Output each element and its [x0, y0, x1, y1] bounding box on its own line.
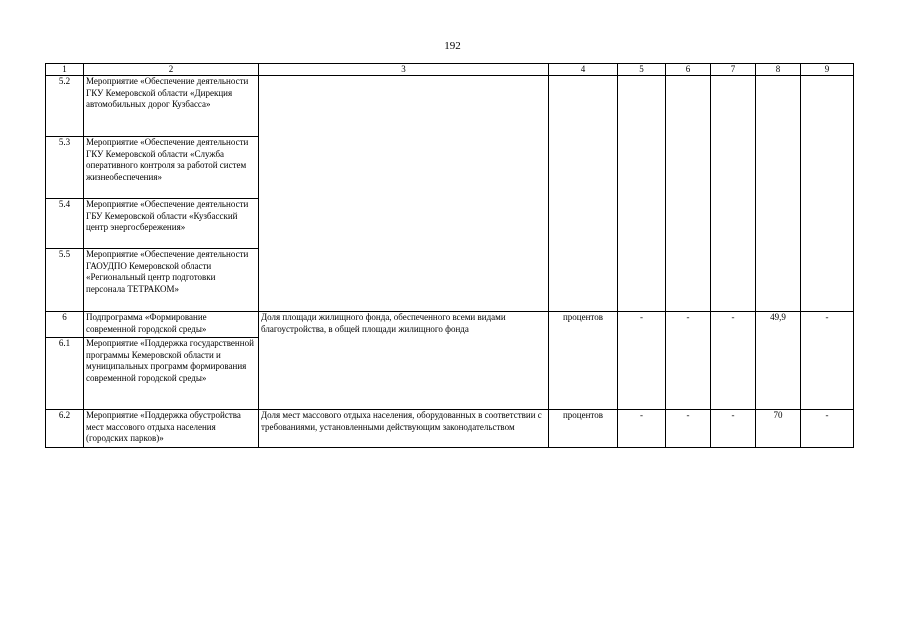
row-number: 5.5: [46, 249, 84, 312]
unit-cell: процентов: [549, 410, 618, 448]
indicator-cell: Доля площади жилищного фонда, обеспеченного всеми видами благоустройства, в общей площади жилищного фонда: [259, 312, 549, 410]
row-name: Мероприятие «Обеспечение деятельности ГКУ Кемеровской области «Дирекция автомобильных дорог Кузбасса»: [84, 76, 259, 137]
value-cell: -: [801, 410, 854, 448]
col-header: 6: [666, 64, 711, 76]
value-cell: -: [666, 410, 711, 448]
indicator-cell: Доля мест массового отдыха населения, оборудованных в соответствии с требованиями, установленными действующим законодательством: [259, 410, 549, 448]
empty-cell: [549, 76, 618, 312]
row-name: Мероприятие «Поддержка обустройства мест массового отдыха населения (городских парков)»: [84, 410, 259, 448]
empty-cell: [666, 76, 711, 312]
value-cell: -: [711, 410, 756, 448]
row-number: 6: [46, 312, 84, 338]
row-name: Мероприятие «Обеспечение деятельности ГБУ Кемеровской области «Кузбасский центр энергосбережения»: [84, 199, 259, 249]
empty-cell: [711, 76, 756, 312]
col-header: 2: [84, 64, 259, 76]
table-row: [46, 410, 854, 448]
empty-cell: [259, 76, 549, 312]
row-number: 5.2: [46, 76, 84, 137]
col-header: 7: [711, 64, 756, 76]
empty-cell: [618, 76, 666, 312]
value-cell: 49,9: [756, 312, 801, 410]
unit-cell: процентов: [549, 312, 618, 410]
col-header: 8: [756, 64, 801, 76]
value-cell: -: [666, 312, 711, 410]
value-cell: -: [711, 312, 756, 410]
row-number: 5.4: [46, 199, 84, 249]
empty-cell: [756, 76, 801, 312]
col-header: 3: [259, 64, 549, 76]
col-header: 5: [618, 64, 666, 76]
indicators-table: [45, 63, 854, 448]
table-row: [46, 312, 854, 338]
value-cell: 70: [756, 410, 801, 448]
row-name: Мероприятие «Поддержка государственной программы Кемеровской области и муниципальных программ формирования современной городской среды»: [84, 338, 259, 410]
row-number: 5.3: [46, 137, 84, 199]
row-number: 6.2: [46, 410, 84, 448]
row-number: 6.1: [46, 338, 84, 410]
table-row: [46, 76, 854, 137]
header-row: [46, 64, 854, 76]
empty-cell: [801, 76, 854, 312]
row-name: Мероприятие «Обеспечение деятельности ГАОУДПО Кемеровской области «Региональный центр подготовки персонала ТЕТРАКОМ»: [84, 249, 259, 312]
row-name: Мероприятие «Обеспечение деятельности ГКУ Кемеровской области «Служба оперативного контроля за работой систем жизнеобеспечения»: [84, 137, 259, 199]
col-header: 1: [46, 64, 84, 76]
page-number: 192: [444, 40, 461, 52]
value-cell: -: [618, 410, 666, 448]
value-cell: -: [801, 312, 854, 410]
col-header: 9: [801, 64, 854, 76]
col-header: 4: [549, 64, 618, 76]
row-name: Подпрограмма «Формирование современной городской среды»: [84, 312, 259, 338]
value-cell: -: [618, 312, 666, 410]
